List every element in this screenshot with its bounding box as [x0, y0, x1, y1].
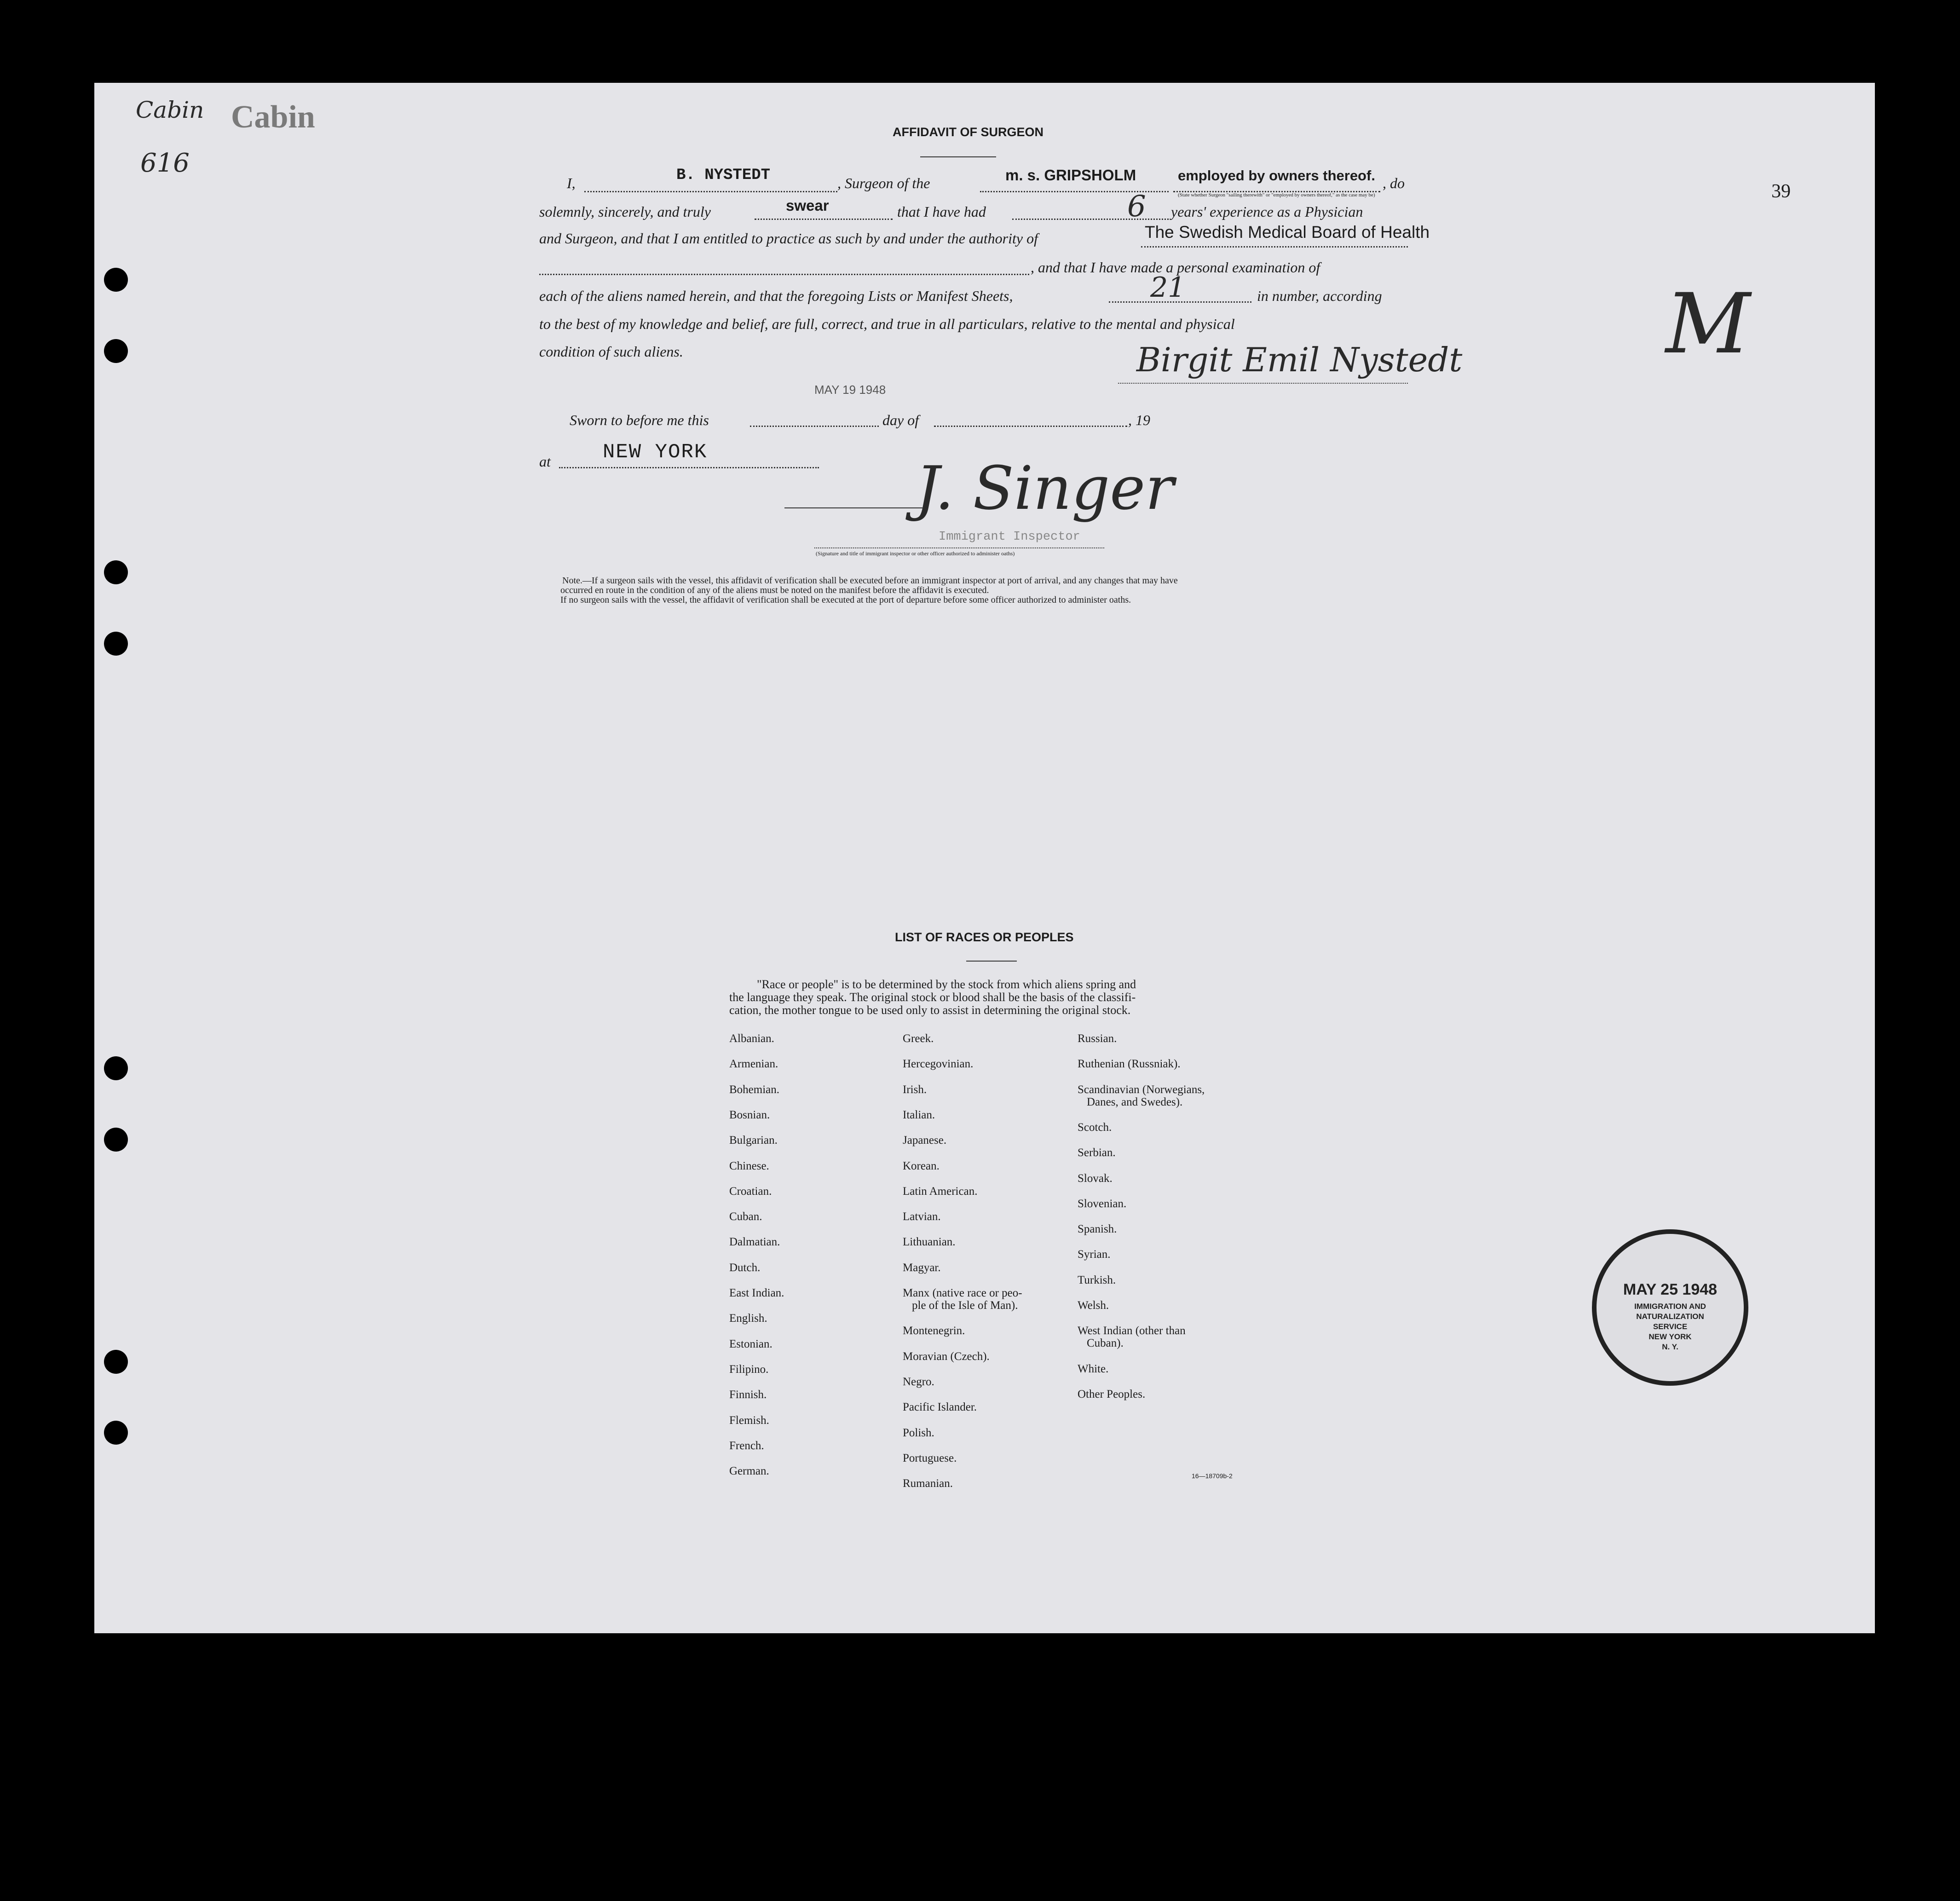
race-entry: West Indian (other than — [1078, 1325, 1186, 1337]
authority-continuation-line — [539, 274, 1029, 275]
race-entry: Russian. — [1078, 1032, 1117, 1045]
race-entry: French. — [729, 1439, 764, 1452]
affidavit-title: AFFIDAVIT OF SURGEON — [893, 125, 1043, 139]
surgeon-name: B. NYSTEDT — [676, 167, 771, 184]
race-entry: Lithuanian. — [903, 1236, 956, 1249]
stamp-date: MAY 25 1948 — [1623, 1281, 1718, 1298]
punch-hole — [104, 1128, 128, 1152]
line1-mid: , Surgeon of the — [837, 175, 930, 191]
race-entry: Rumanian. — [903, 1477, 953, 1490]
races-title-underline — [966, 961, 1017, 962]
race-entry: Italian. — [903, 1108, 935, 1121]
sworn-prefix: Sworn to before me this — [570, 412, 709, 428]
authority-line — [1141, 246, 1408, 248]
race-entry: Dalmatian. — [729, 1236, 780, 1249]
race-entry: Hercegovinian. — [903, 1058, 974, 1071]
oath-line — [755, 219, 893, 220]
side-handwritten-mark: M — [1666, 276, 1751, 372]
line2-suffix: years' experience as a Physician — [1171, 203, 1363, 220]
race-entry: Latin American. — [903, 1185, 978, 1198]
oath-word: swear — [786, 197, 829, 214]
race-entry: Polish. — [903, 1426, 934, 1439]
sworn-suffix: , 19 — [1128, 412, 1150, 428]
punch-hole — [104, 1056, 128, 1080]
race-entry: Chinese. — [729, 1159, 769, 1172]
stamp-line-1: IMMIGRATION AND — [1634, 1302, 1706, 1311]
affidavit-note-3: If no surgeon sails with the vessel, the affidavit of verification shall be executed at the port of departure before some officer authorized to administer oaths. — [560, 595, 1131, 605]
races-intro-2: the language they speak. The original stock or blood shall be the basis of the classifi- — [729, 991, 1136, 1004]
race-entry: Dutch. — [729, 1261, 761, 1274]
surgeon-signature-line — [1118, 383, 1408, 384]
race-entry: Croatian. — [729, 1185, 772, 1198]
races-intro-1: "Race or people" is to be determined by the stock from which aliens spring and — [757, 978, 1136, 991]
line2-mid: that I have had — [897, 203, 986, 220]
inspector-caption: (Signature and title of immigrant inspector or other officer authorized to administer oaths) — [816, 550, 1015, 557]
line4-suffix: , and that I have made a personal examination of — [1031, 259, 1320, 276]
title-underline — [920, 156, 996, 157]
race-entry: Spanish. — [1078, 1223, 1117, 1236]
race-entry: Danes, and Swedes). — [1087, 1095, 1183, 1108]
sworn-location: NEW YORK — [603, 441, 708, 464]
inspector-signature: J. Singer — [916, 453, 1174, 523]
race-entry: Turkish. — [1078, 1273, 1116, 1286]
race-entry: German. — [729, 1465, 769, 1478]
races-list-title: LIST OF RACES OR PEOPLES — [895, 930, 1074, 944]
race-entry: Other Peoples. — [1078, 1388, 1146, 1400]
punch-hole — [104, 1350, 128, 1374]
licensing-authority: The Swedish Medical Board of Health — [1145, 223, 1430, 242]
punch-hole — [104, 560, 128, 584]
sheet-count: 21 — [1150, 271, 1186, 304]
surgeon-name-line — [584, 191, 837, 192]
number-handwritten-note: 616 — [140, 148, 190, 178]
line5-prefix: each of the aliens named herein, and that the foregoing Lists or Manifest Sheets, — [539, 288, 1013, 304]
stamp-line-5: N. Y. — [1662, 1342, 1678, 1351]
punch-hole — [104, 268, 128, 292]
sworn-month-line — [934, 426, 1127, 427]
race-entry: Slovak. — [1078, 1172, 1113, 1185]
sworn-day-line — [750, 426, 879, 427]
race-entry: Cuban). — [1087, 1337, 1124, 1350]
race-entry: White. — [1078, 1362, 1109, 1375]
immigration-receipt-stamp — [1592, 1229, 1748, 1386]
race-entry: Scandinavian (Norwegians, — [1078, 1083, 1205, 1096]
race-entry: Moravian (Czech). — [903, 1350, 990, 1363]
race-entry: Japanese. — [903, 1134, 947, 1147]
race-entry: Ruthenian (Russniak). — [1078, 1058, 1181, 1071]
race-entry: Korean. — [903, 1159, 940, 1172]
stamp-line-3: SERVICE — [1653, 1322, 1688, 1331]
punch-hole — [104, 1421, 128, 1445]
race-entry: Manx (native race or peo- — [903, 1287, 1022, 1299]
inspector-title-stamp: Immigrant Inspector — [939, 530, 1080, 544]
line6: to the best of my knowledge and belief, are full, correct, and true in all particulars, relative to the mental and physical — [539, 316, 1235, 332]
inspector-signature-line — [814, 547, 1104, 548]
employment-note: (State whether Surgeon "sailing therewith" or "employed by owners thereof," as the case may be) — [1178, 192, 1375, 198]
line3-prefix: and Surgeon, and that I am entitled to practice as such by and under the authority of — [539, 230, 1038, 247]
race-entry: Bulgarian. — [729, 1134, 778, 1147]
race-entry: Scotch. — [1078, 1121, 1112, 1134]
race-entry: Magyar. — [903, 1261, 941, 1274]
affidavit-note-1: Note.—If a surgeon sails with the vessel, this affidavit of verification shall be executed before an immigrant inspector at port of arrival, and any changes that may have — [562, 576, 1178, 586]
race-entry: Finnish. — [729, 1388, 767, 1401]
punch-hole — [104, 632, 128, 656]
line2-prefix: solemnly, sincerely, and truly — [539, 203, 711, 220]
race-entry: Filipino. — [729, 1363, 769, 1376]
form-number: 16—18709b-2 — [1192, 1472, 1233, 1480]
at-label: at — [539, 453, 551, 470]
page-number: 39 — [1771, 181, 1791, 202]
race-entry: Serbian. — [1078, 1146, 1116, 1159]
race-entry: Negro. — [903, 1375, 934, 1388]
race-entry: Pacific Islander. — [903, 1401, 977, 1414]
years-experience: 6 — [1127, 190, 1146, 224]
line1-prefix: I, — [567, 175, 576, 191]
punch-hole — [104, 339, 128, 363]
race-entry: Greek. — [903, 1032, 934, 1045]
race-entry: ple of the Isle of Man). — [912, 1299, 1018, 1312]
race-entry: English. — [729, 1312, 767, 1325]
race-entry: Portuguese. — [903, 1452, 957, 1464]
surgeon-signature: Birgit Emil Nystedt — [1136, 340, 1463, 379]
inspector-upper-line — [784, 507, 922, 508]
sworn-mid: day of — [882, 412, 919, 428]
line5-suffix: in number, according — [1257, 288, 1382, 304]
race-entry: Bosnian. — [729, 1108, 770, 1121]
race-entry: Armenian. — [729, 1058, 778, 1071]
race-entry: Bohemian. — [729, 1083, 780, 1096]
race-entry: East Indian. — [729, 1287, 784, 1299]
races-intro-3: cation, the mother tongue to be used only to assist in determining the original stock. — [729, 1003, 1131, 1017]
sworn-date-stamp: MAY 19 1948 — [814, 383, 886, 397]
race-entry: Cuban. — [729, 1210, 762, 1223]
affidavit-note-2: occurred en route in the condition of any of the aliens must be noted on the manifest before the affidavit is executed. — [560, 585, 989, 595]
race-entry: Montenegrin. — [903, 1325, 965, 1337]
cabin-stamp: Cabin — [231, 99, 315, 135]
stamp-line-2: NATURALIZATION — [1636, 1312, 1704, 1321]
race-entry: Syrian. — [1078, 1248, 1111, 1261]
stamp-line-4: NEW YORK — [1649, 1332, 1692, 1341]
ship-name: m. s. GRIPSHOLM — [1005, 167, 1136, 184]
location-line — [559, 467, 819, 468]
employment-status: employed by owners thereof. — [1178, 167, 1375, 184]
race-entry: Flemish. — [729, 1414, 769, 1427]
cabin-handwritten-note: Cabin — [136, 97, 204, 123]
line1-suffix: , do — [1383, 175, 1405, 191]
race-entry: Estonian. — [729, 1337, 772, 1350]
line7: condition of such aliens. — [539, 343, 683, 360]
race-entry: Albanian. — [729, 1032, 774, 1045]
race-entry: Slovenian. — [1078, 1197, 1127, 1210]
race-entry: Irish. — [903, 1083, 927, 1096]
race-entry: Welsh. — [1078, 1299, 1109, 1312]
race-entry: Latvian. — [903, 1210, 941, 1223]
